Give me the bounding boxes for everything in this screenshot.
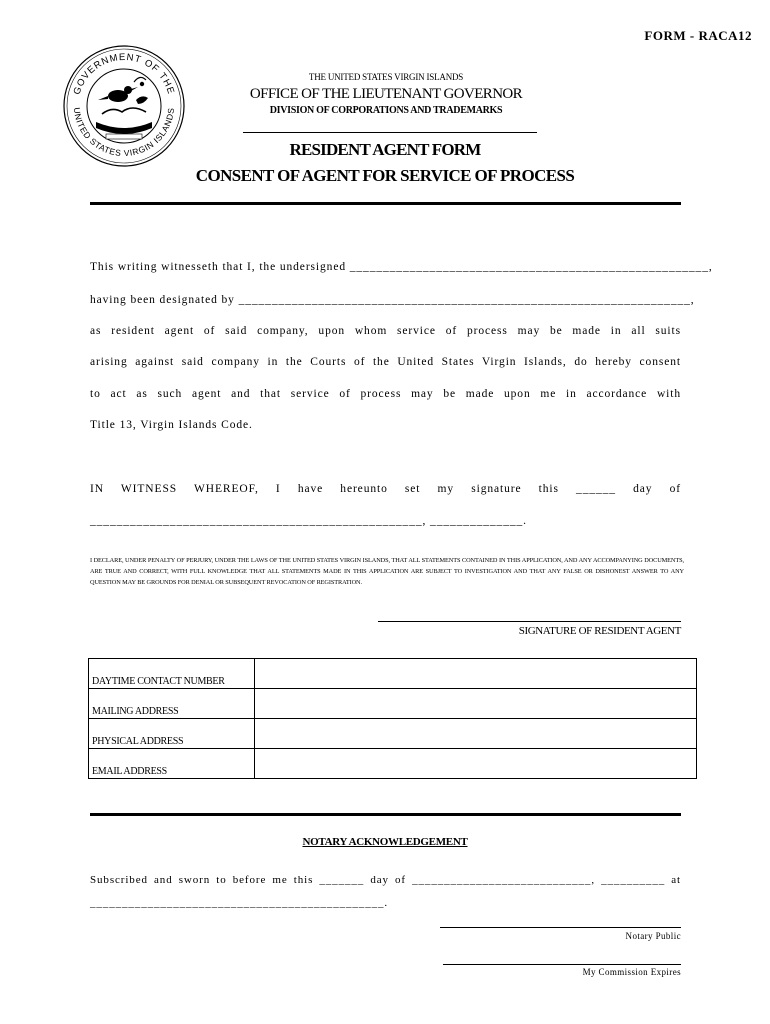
territory-name: THE UNITED STATES VIRGIN ISLANDS	[308, 72, 464, 82]
contact-label: MAILING ADDRESS	[89, 689, 255, 719]
body-line-undersigned: This writing witnesseth that I, the undersigned ______________________________________________________,	[90, 261, 713, 273]
notary-rule	[90, 813, 681, 816]
table-row	[89, 749, 697, 779]
form-title: RESIDENT AGENT FORM	[289, 140, 481, 159]
seal-top-text: GOVERNMENT OF THE	[71, 51, 177, 97]
form-subtitle: CONSENT OF AGENT FOR SERVICE OF PROCESS	[195, 166, 575, 185]
contact-table	[88, 658, 697, 779]
commission-line[interactable]	[443, 964, 681, 965]
physical-address-field[interactable]	[255, 719, 697, 749]
body-line-6: Title 13, Virgin Islands Code.	[90, 419, 253, 431]
notary-signature-line[interactable]	[440, 927, 681, 928]
seal-bottom-text: UNITED STATES VIRGIN ISLANDS	[71, 106, 177, 159]
notary-sworn-line: Subscribed and sworn to before me this _______ day of ____________________________, __________ at	[90, 874, 681, 886]
table-row	[89, 719, 697, 749]
header-divider	[243, 132, 537, 133]
form-number: FORM - RACA12	[644, 28, 752, 43]
body-line-3: as resident agent of said company, upon whom service of process may be made in all suits	[90, 325, 681, 337]
title-rule	[90, 202, 681, 205]
division-name: DIVISION OF CORPORATIONS AND TRADEMARKS	[269, 105, 503, 116]
notary-location-line: ______________________________________________.	[90, 897, 389, 909]
perjury-declaration: I DECLARE, UNDER PENALTY OF PERJURY, UNDER THE LAWS OF THE UNITED STATES VIRGIN ISLANDS, THAT ALL STATEMENTS CONTAINED IN THIS APPLICATION, AND ANY ACCOMPANYING DOCUMENTS, ARE TRUE AND CORRECT, WITH FULL KNOWLEDGE THAT ALL STATEMENTS MADE IN THIS APPLICATION ARE SUBJECT TO INVESTIGATION AND THAT ANY FALSE OR DISHONEST ANSWER TO ANY QUESTION MAY BE GROUNDS FOR DENIAL OR SUBSEQUENT REVOCATION OF REGISTRATION.	[90, 557, 684, 586]
body-line-5: to act as such agent and that service of process may be made upon me in accordance with	[90, 388, 681, 400]
contact-label: DAYTIME CONTACT NUMBER	[89, 659, 255, 689]
signature-line[interactable]	[378, 621, 681, 622]
witness-line: IN WITNESS WHEREOF, I have hereunto set my signature this ______ day of	[90, 483, 681, 495]
table-row	[89, 689, 697, 719]
notary-title: NOTARY ACKNOWLEDGEMENT	[302, 836, 468, 848]
mailing-address-field[interactable]	[255, 689, 697, 719]
table-row	[89, 659, 697, 689]
body-line-designated-by: having been designated by ____________________________________________________________________,	[90, 294, 695, 306]
commission-expires-label: My Commission Expires	[582, 967, 681, 977]
seal-emblem	[96, 77, 152, 139]
signature-label: SIGNATURE OF RESIDENT AGENT	[518, 625, 681, 637]
contact-label: PHYSICAL ADDRESS	[89, 719, 255, 749]
daytime-contact-field[interactable]	[255, 659, 697, 689]
notary-public-label: Notary Public	[625, 931, 681, 941]
email-address-field[interactable]	[255, 749, 697, 779]
body-line-4: arising against said company in the Courts of the United States Virgin Islands, do hereby consent	[90, 356, 681, 368]
office-name: OFFICE OF THE LIEUTENANT GOVERNOR	[249, 86, 523, 102]
contact-label: EMAIL ADDRESS	[89, 749, 255, 779]
witness-date-line: __________________________________________________, ______________.	[90, 515, 527, 527]
